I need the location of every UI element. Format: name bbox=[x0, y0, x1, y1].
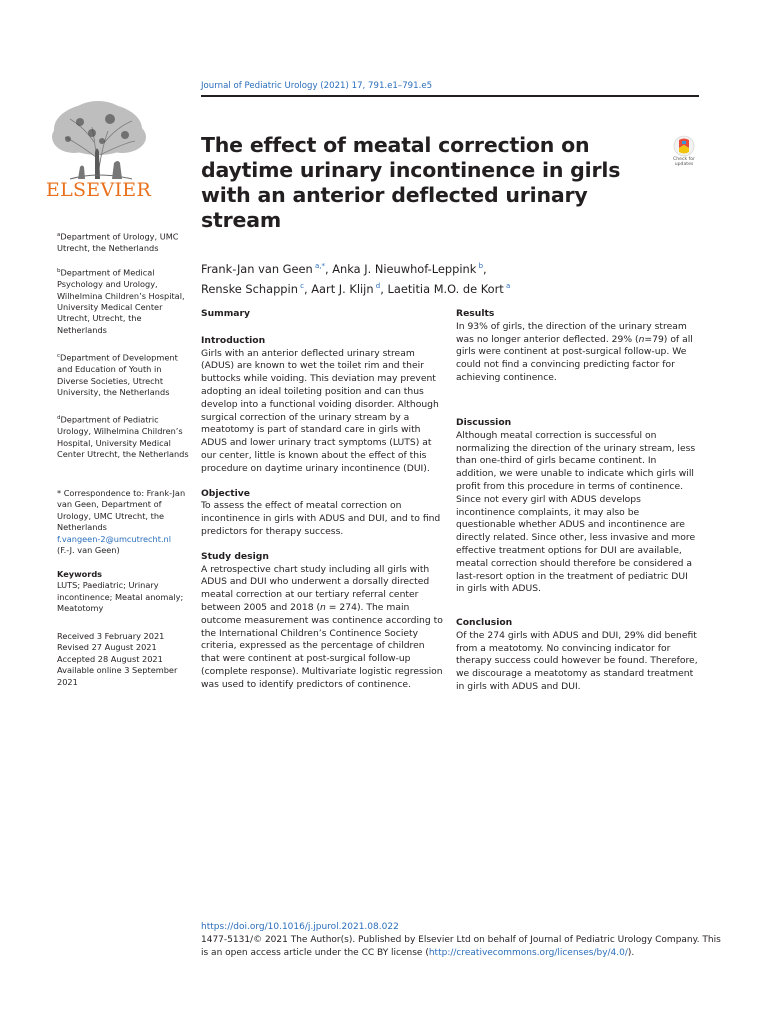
abstract-left-column bbox=[201, 308, 444, 692]
conclusion-heading: Conclusion bbox=[456, 617, 513, 628]
article-history bbox=[57, 631, 192, 688]
author-affiliation-sup[interactable]: a bbox=[503, 281, 511, 290]
study-design-text-b: = 274). The main outcome measurement was continence according to the International Children’s Continence Society criteria, expressed as the percentage of children that were continent at post-surgical follow-up (complete response). Multivariate logistic regression was used to identify predictors of continence. bbox=[201, 601, 443, 690]
spacer bbox=[201, 476, 444, 488]
keywords-heading: Keywords bbox=[57, 569, 103, 579]
affiliation-marker: a bbox=[57, 232, 61, 238]
discussion-text: Although meatal correction is successful on normalizing the direction of the urinary stream, less than one-third of girls became continent. In addition, we were unable to indicate which girls will profit from this procedure in terms of continence. Since not every girl with ADUS develops incontinence complaints, it may also be questionable whether ADUS and incontinence are directly related. Since other, less invasive and more effective treatment options for DUI are available, meatal correction should therefore be considered a last-resort option in the treatment of pediatric DUI in girls with ADUS. bbox=[456, 429, 696, 595]
license-text-a: 1477-5131/© 2021 The Author(s). Published by Elsevier Ltd on behalf of Journal of Pediatric Urology Company. This is an open access article under the CC BY license ( bbox=[201, 934, 721, 958]
crossmark-icon bbox=[667, 135, 701, 157]
affiliation-b bbox=[57, 266, 192, 336]
history-accepted: Accepted 28 August 2021 bbox=[57, 653, 163, 664]
n-symbol: n bbox=[320, 601, 326, 613]
affiliation-marker: b bbox=[57, 268, 61, 274]
n-symbol: n bbox=[638, 333, 645, 345]
affiliation-a bbox=[57, 230, 192, 255]
keywords bbox=[57, 569, 192, 615]
author-name: , Anka J. Nieuwhof-Leppink bbox=[325, 261, 477, 276]
header-rule bbox=[201, 95, 699, 97]
objective-text: To assess the effect of meatal correction on incontinence in girls with ADUS and DUI, and to find predictors for therapy success. bbox=[201, 500, 441, 537]
affiliation-d bbox=[57, 413, 192, 460]
affiliation-marker: c bbox=[57, 353, 61, 359]
affiliation-text: Department of Pediatric Urology, Wilhelmina Children’s Hospital, University Medical Center Utrecht, the Netherlands bbox=[57, 414, 189, 459]
results-text bbox=[456, 321, 699, 385]
check-for-updates-badge[interactable] bbox=[667, 135, 701, 169]
author-separator: , bbox=[483, 261, 487, 276]
objective-heading: Objective bbox=[201, 487, 250, 499]
introduction-text: Girls with an anterior deflected urinary stream (ADUS) are known to wet the toilet rim and their buttocks while voiding. This deviation may prevent adopting an ideal toileting position and can thus develop into a functional voiding disorder. Although surgical correction of the urinary stream by a meatotomy is part of standard care in girls with ADUS and lower urinary tract symptoms (LUTS) at our center, little is known about the effect of this procedure on daytime urinary incontinence (DUI). bbox=[201, 347, 439, 474]
correspondence-name: (F.-J. van Geen) bbox=[57, 545, 120, 556]
author-affiliation-sup[interactable]: d bbox=[373, 281, 381, 290]
correspondence-text: * Correspondence to: Frank-Jan van Geen, Department of Urology, UMC Utrecht, the Netherlands bbox=[57, 488, 186, 533]
license-text bbox=[201, 934, 721, 960]
results-heading: Results bbox=[456, 308, 495, 319]
affiliation-marker: d bbox=[57, 415, 61, 421]
author-name: Frank-Jan van Geen bbox=[201, 261, 313, 276]
author-list bbox=[201, 258, 681, 298]
history-online: Available online 3 September 2021 bbox=[57, 665, 178, 687]
author-affiliation-sup[interactable]: a,* bbox=[312, 262, 325, 270]
crossmark-label: Check for updates bbox=[673, 157, 695, 167]
affiliation-text: Department of Medical Psychology and Urology, Wilhelmina Children’s Hospital, University Medical Center Utrecht, Utrecht, the Netherlands bbox=[57, 267, 185, 335]
footer bbox=[201, 921, 721, 959]
discussion-block bbox=[456, 417, 699, 596]
doi-link[interactable]: https://doi.org/10.1016/j.jpurol.2021.08.022 bbox=[201, 922, 399, 932]
conclusion-text: Of the 274 girls with ADUS and DUI, 29% did benefit from a meatotomy. No convincing indicator for therapy success could however be found. Therefore, we discourage a meatotomy as standard treatment in girls with ADUS and DUI. bbox=[456, 629, 698, 692]
study-design-heading: Study design bbox=[201, 550, 269, 562]
abstract-right-column bbox=[456, 308, 699, 385]
author-affiliation-sup[interactable]: c bbox=[297, 281, 304, 290]
author-line-1 bbox=[201, 258, 681, 278]
article-title: The effect of meatal correction on daytime urinary incontinence in girls with an anterior deflected urinary stream bbox=[201, 133, 621, 232]
study-design-text bbox=[201, 564, 444, 692]
spacer bbox=[201, 321, 444, 335]
results-text-a: In 93% of girls, the direction of the urinary stream was no longer anterior deflected. 29% ( bbox=[456, 320, 687, 345]
author-line-2 bbox=[201, 278, 681, 298]
author-name: , Laetitia M.O. de Kort bbox=[380, 281, 504, 296]
journal-reference-link[interactable]: Journal of Pediatric Urology (2021) 17, 791.e1–791.e5 bbox=[201, 81, 433, 91]
study-design-text-a: A retrospective chart study including all girls with ADUS and DUI who underwent a dorsally directed meatal correction at our tertiary referral center between 2005 and 2018 ( bbox=[201, 563, 430, 613]
summary-heading: Summary bbox=[201, 308, 251, 319]
spacer bbox=[201, 539, 444, 551]
discussion-heading: Discussion bbox=[456, 417, 512, 428]
history-revised: Revised 27 August 2021 bbox=[57, 642, 157, 653]
conclusion-block bbox=[456, 617, 699, 694]
history-received: Received 3 February 2021 bbox=[57, 631, 165, 641]
email-link[interactable]: f.vangeen-2@umcutrecht.nl bbox=[57, 533, 172, 544]
license-text-b: ). bbox=[627, 947, 635, 958]
license-link[interactable]: http://creativecommons.org/licenses/by/4.0/ bbox=[428, 947, 628, 958]
author-affiliation-sup[interactable]: b bbox=[476, 262, 484, 270]
author-name: Renske Schappin bbox=[201, 281, 298, 296]
results-text-b: =79) of all girls were continent at post-surgical follow-up. We could not find a convincing predicting factor for achieving continence. bbox=[456, 333, 693, 383]
correspondence bbox=[57, 488, 192, 556]
author-name: , Aart J. Klijn bbox=[304, 281, 374, 296]
keywords-text: LUTS; Paediatric; Urinary incontinence; Meatal anomaly; Meatotomy bbox=[57, 580, 184, 614]
introduction-heading: Introduction bbox=[201, 334, 266, 346]
affiliation-text: Department of Development and Education of Youth in Diverse Societies, Utrecht University, the Netherlands bbox=[57, 352, 178, 397]
affiliation-c bbox=[57, 351, 192, 398]
affiliation-text: Department of Urology, UMC Utrecht, the Netherlands bbox=[57, 231, 179, 254]
elsevier-wordmark: ELSEVIER bbox=[45, 179, 152, 201]
